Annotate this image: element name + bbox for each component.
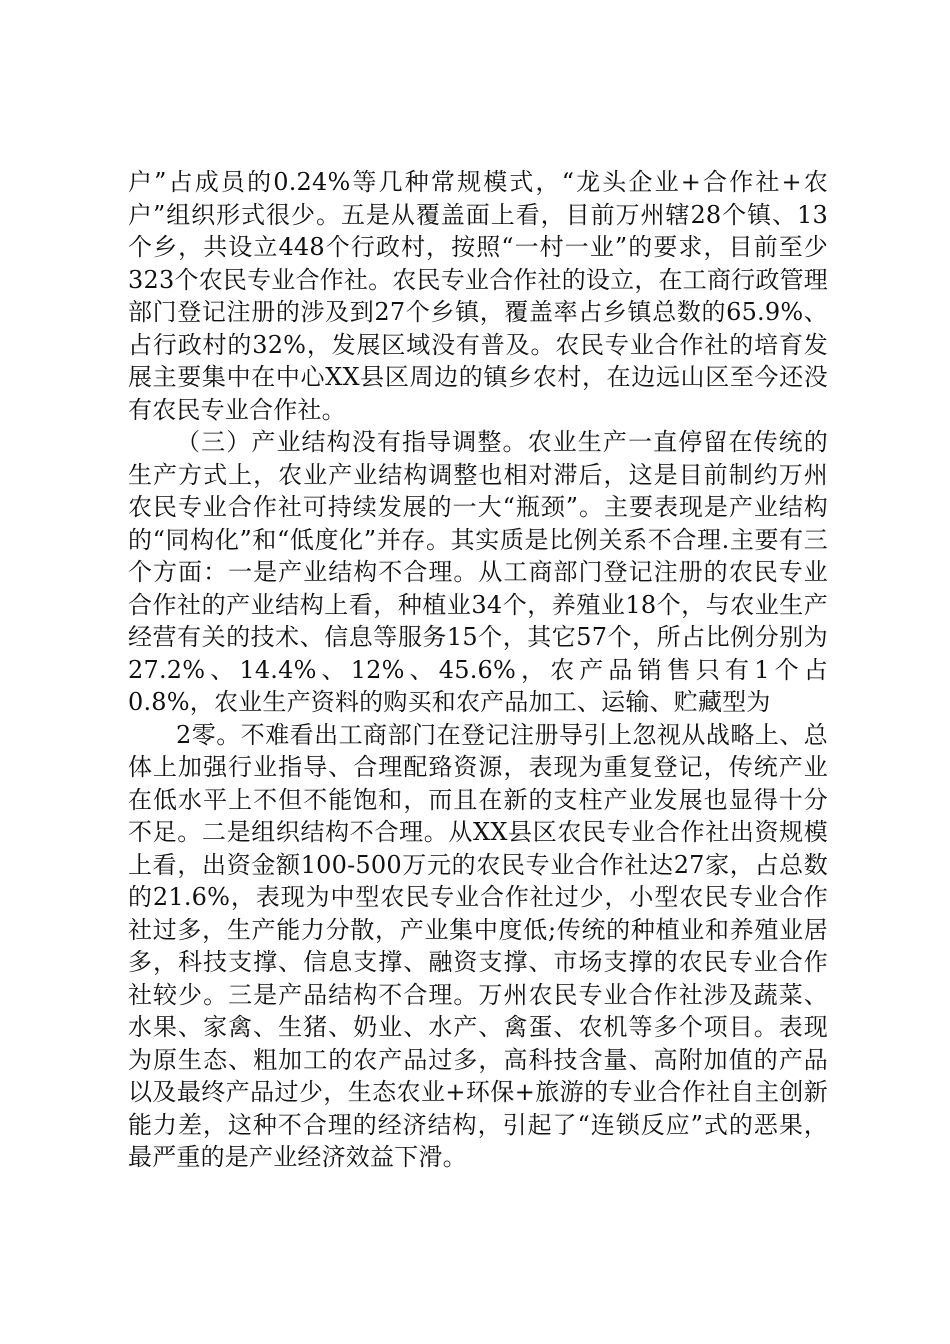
document-body	[128, 166, 828, 1174]
paragraph-organization-structure: 2零。不难看出工商部门在登记注册导引上忽视从战略上、总体上加强行业指导、合理配臵资源，表现为重复登记，传统产业在低水平上不但不能饱和，而且在新的支柱产业发展也显得十分不足。二是组织结构不合理。从XX县区农民专业合作社出资规模上看，出资金额100-500万元的农民专业合作社达27家，占总数的21.6%，表现为中型农民专业合作社过少，小型农民专业合作社过多，生产能力分散，产业集中度低;传统的种植业和养殖业居多，科技支撑、信息支撑、融资支撑、市场支撑的农民专业合作社较少。三是产品结构不合理。万州农民专业合作社涉及蔬菜、水果、家禽、生猪、奶业、水产、禽蛋、农机等多个项目。表现为原生态、粗加工的农产品过多，高科技含量、高附加值的产品以及最终产品过少，生态农业+环保+旅游的专业合作社自主创新能力差，这种不合理的经济结构，引起了“连锁反应”式的恶果，最严重的是产业经济效益下滑。	[128, 720, 828, 1171]
paragraph-industry-structure: （三）产业结构没有指导调整。农业生产一直停留在传统的生产方式上，农业产业结构调整也相对滞后，这是目前制约万州农民专业合作社可持续发展的一大“瓶颈”。主要表现是产业结构的“同构化”和“低度化”并存。其实质是比例关系不合理.主要有三个方面：一是产业结构不合理。从工商部门登记注册的农民专业合作社的产业结构上看，种植业34个，养殖业18个，与农业生产经营有关的技术、信息等服务15个，其它57个，所占比例分别为27.2%、14.4%、12%、45.6%，农产品销售只有1个占0.8%，农业生产资料的购买和农产品加工、运输、贮藏型为	[128, 428, 828, 716]
paragraph-coverage: 户”占成员的0.24%等几种常规模式，“龙头企业+合作社+农户”组织形式很少。五是从覆盖面上看，目前万州辖28个镇、13个乡，共设立448个行政村，按照“一村一业”的要求，目前至少323个农民专业合作社。农民专业合作社的设立，在工商行政管理部门登记注册的涉及到27个乡镇，覆盖率占乡镇总数的65.9%、占行政村的32%，发展区域没有普及。农民专业合作社的培育发展主要集中在中心XX县区周边的镇乡农村，在边远山区至今还没有农民专业合作社。	[128, 168, 828, 424]
